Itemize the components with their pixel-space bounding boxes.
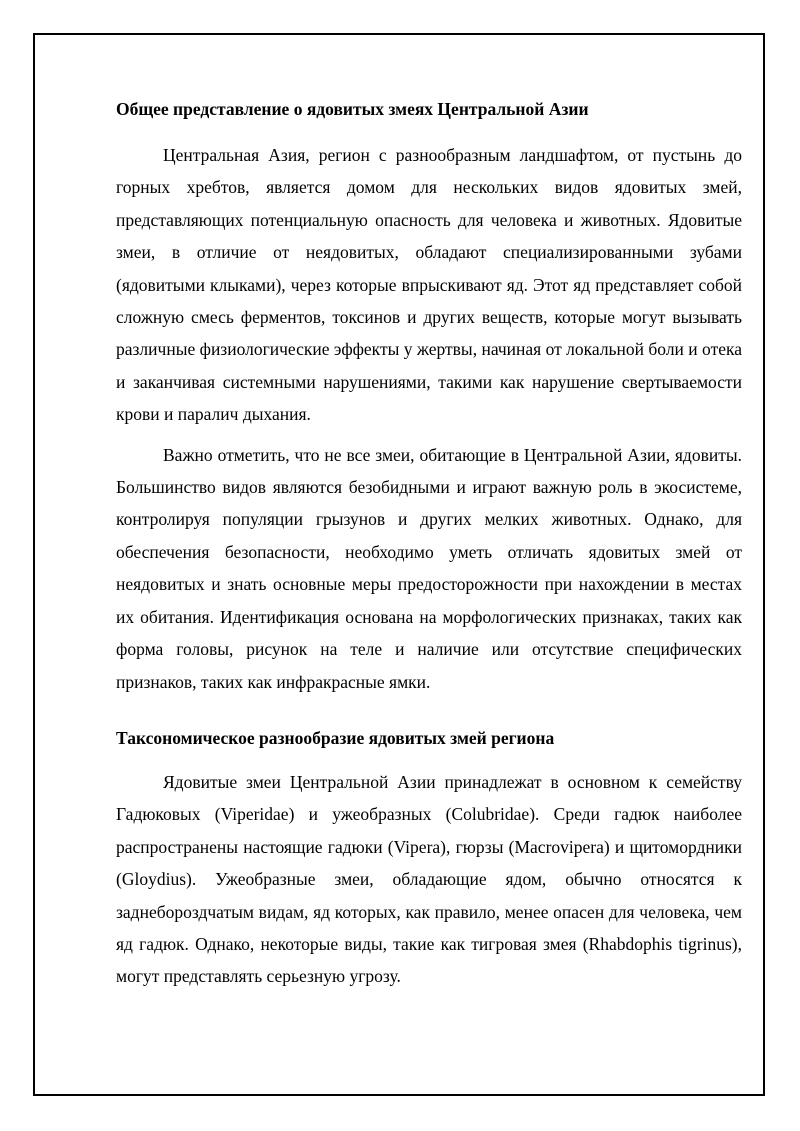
paragraph-overview-2: Важно отметить, что не все змеи, обитающие в Центральной Азии, ядовиты. Большинство видов являются безобидными и играют важную роль в экосистеме, контролируя популяции грызунов и других мелких животных. Однако, для обеспечения безопасности, необходимо уметь отличать ядовитых змей от неядовитых и знать основные меры предосторожности при нахождении в местах их обитания. Идентификация основана на морфологических признаках, таких как форма головы, рисунок на теле и наличие или отсутствие специфических признаков, таких как инфракрасные ямки. <box>116 444 742 692</box>
paragraph-taxonomy-1: Ядовитые змеи Центральной Азии принадлежат в основном к семейству Гадюковых (Viperidae) и ужеобразных (Colubridae). Среди гадюк наиболее распространены настоящие гадюки (Vipera), гюрзы (Macrovipera) и щитомордники (Gloydius). Ужеобразные змеи, обладающие ядом, обычно относятся к заднебороздчатым видам, яд которых, как правило, менее опасен для человека, чем яд гадюк. Однако, некоторые виды, такие как тигровая змея (Rhabdophis tigrinus), могут представлять серьезную угрозу. <box>116 771 742 987</box>
section-heading-taxonomy: Таксономическое разнообразие ядовитых змей региона <box>116 727 555 748</box>
section-heading-overview: Общее представление о ядовитых змеях Центральной Азии <box>116 99 589 119</box>
paragraph-overview-1: Центральная Азия, регион с разнообразным ландшафтом, от пустынь до горных хребтов, является домом для нескольких видов ядовитых змей, представляющих потенциальную опасность для человека и животных. Ядовитые змеи, в отличие от неядовитых, обладают специализированными зубами (ядовитыми клыками), через которые впрыскивают яд. Этот яд представляет собой сложную смесь ферментов, токсинов и других веществ, которые могут вызывать различные физиологические эффекты у жертвы, начиная от локальной боли и отека и заканчивая системными нарушениями, такими как нарушение свертываемости крови и паралич дыхания. <box>116 145 742 425</box>
document-body <box>116 95 742 993</box>
